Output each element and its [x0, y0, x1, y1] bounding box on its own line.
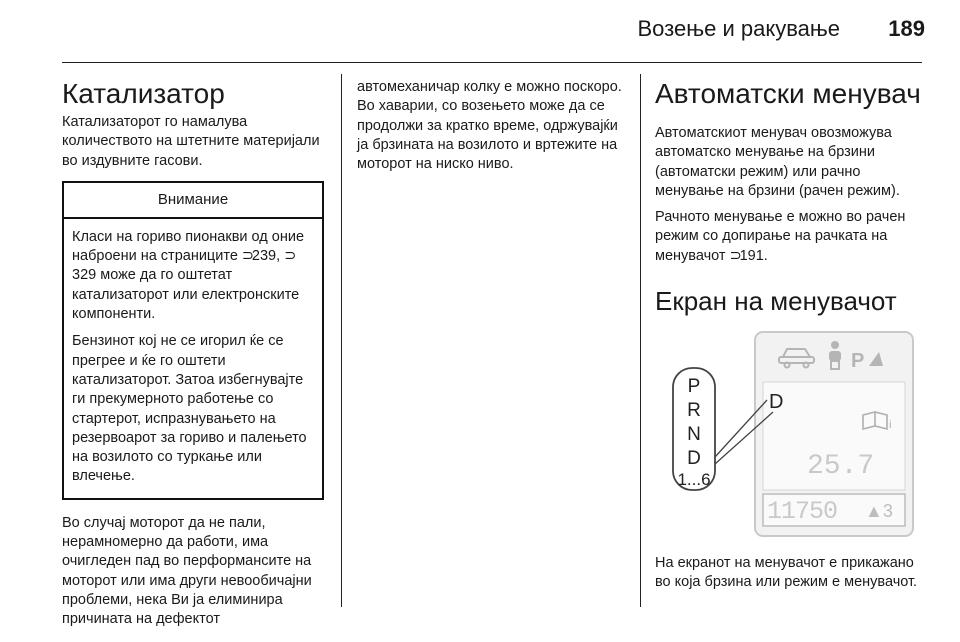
manual-book-i: i — [889, 419, 892, 432]
catalyst-continued: автомеханичар колку е можно поскоро. Во хаварии, со возењето може да се продолжи за кратко време, одржувајќи ја брзината на возилото и вртежите на моторот на ниско ниво. — [357, 79, 622, 173]
gear-n: N — [687, 424, 701, 446]
display-caption: На екранот на менувачот е прикажано во која брзина или режим е менувачот. — [655, 555, 918, 591]
gear-indicator: ▲3 — [865, 501, 893, 522]
warning-body — [64, 219, 322, 498]
arrow-right-icon: ⊃ — [729, 247, 742, 264]
header-rule — [62, 62, 922, 63]
warning-title: Внимание — [64, 183, 322, 219]
catalyst-after-warning: Во случај моторот да не пали, нерамномерно да работи, има очигледен пад во перформансите на моторот или има други невообичајни проблеми, нека Ви ја елиминира причината на дефектот — [62, 514, 312, 628]
speed-digits: 25.7 — [807, 451, 875, 483]
column-3 — [655, 78, 925, 600]
arrow-right-icon: ⊃ — [241, 248, 255, 265]
column-divider-1 — [341, 74, 342, 607]
gear-display-figure — [655, 330, 917, 540]
page-ref-link[interactable]: 329 — [72, 267, 97, 284]
gear-d: D — [687, 448, 701, 470]
page-ref-link[interactable]: 239 — [251, 248, 277, 265]
odometer-digits: 11750 — [767, 497, 838, 527]
column-2 — [357, 78, 625, 181]
arrow-right-icon: ⊃ — [284, 248, 297, 265]
gear-display-illustration — [655, 330, 917, 540]
display-selected-gear: D — [769, 391, 784, 414]
parking-assist-p: P — [851, 350, 865, 373]
catalyst-intro: Катализаторот го намалува количеството на штетните материјали во издувните гасови. — [62, 114, 320, 169]
section-heading-display: Екран на менувачот — [655, 286, 897, 317]
gear-manual: 1...6 — [677, 470, 711, 490]
warning-paragraph-1: Класи на гориво пионакви од оние наброени на страниците ⊃239, ⊃329 може да го оштетат катализаторот или електронските компоненти. — [72, 228, 305, 323]
section-heading-automatic-transmission: Автоматски менувач — [655, 78, 921, 109]
section-heading-catalyst: Катализатор — [62, 78, 225, 109]
warning-box — [62, 181, 324, 500]
column-divider-2 — [640, 74, 641, 607]
page-number: 189 — [888, 16, 925, 41]
page-ref-link[interactable]: 191 — [739, 247, 764, 264]
gear-p: P — [687, 376, 701, 398]
auto-trans-paragraph-1: Автоматскиот менувач овозможува автоматско менување на брзини (автоматски режим) или рачно менување на брзини (рачен режим). — [655, 125, 900, 199]
header-title: Возење и ракување — [637, 16, 840, 41]
auto-trans-paragraph-2: Рачното менување е можно во рачен режим со допирање на рачката на менувачот ⊃191. — [655, 208, 925, 266]
column-1 — [62, 78, 324, 637]
gear-r: R — [687, 400, 701, 422]
warning-paragraph-2: Бензинот кој не се игорил ќе се прегрее и ќе го оштети катализаторот. Затоа избегнувајте ги прекумерното работење со стартерот, испразнувањето на резервоарот за гориво и палењето на возилото со туркање или влечење. — [72, 333, 307, 485]
